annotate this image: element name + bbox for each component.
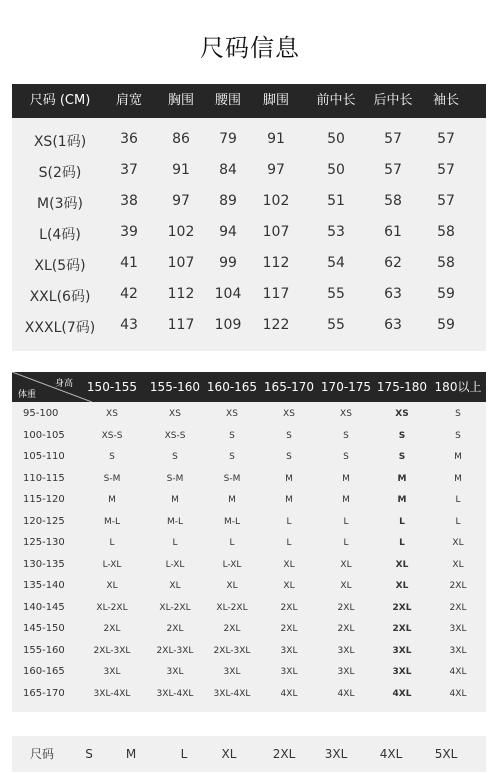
recommended-size: 3XL: [449, 645, 467, 656]
measure-value: 54: [327, 255, 345, 271]
recommended-size: S: [343, 452, 349, 462]
measure-value: 107: [262, 224, 290, 240]
recommended-size: XS: [226, 409, 238, 419]
size-label: XL(5码): [34, 258, 86, 274]
recommended-size: L: [172, 538, 178, 548]
recommended-size: 2XL: [337, 624, 355, 634]
recommended-size: L-XL: [102, 559, 122, 570]
measure-value: 102: [167, 224, 195, 240]
recommended-size: L: [343, 516, 349, 527]
height-range-header: 150-155: [86, 380, 138, 394]
measure-header-cell: 脚围: [262, 93, 289, 108]
recommended-size: S: [229, 452, 235, 462]
recommended-size: XL: [283, 581, 295, 591]
size-label: M(3码): [37, 196, 83, 212]
measure-value: 86: [172, 131, 190, 147]
recommended-size: 3XL: [280, 667, 298, 677]
weight-range-label: 140-145: [23, 601, 65, 613]
recommended-size: 2XL: [449, 581, 467, 591]
recommended-size: M: [397, 495, 407, 505]
measure-value: 41: [120, 255, 138, 271]
measure-value: 36: [120, 131, 138, 147]
recommended-size: 2XL: [166, 624, 184, 634]
recommended-size: 4XL: [392, 688, 412, 699]
recommended-size: L: [109, 538, 115, 548]
size-label: XS(1码): [33, 134, 87, 150]
recommended-size: XL: [395, 581, 409, 591]
recommended-size: 2XL-3XL: [213, 645, 251, 656]
weight-label: 体重: [18, 390, 37, 400]
recommended-size: L-XL: [165, 559, 185, 570]
recommended-size: S: [455, 430, 461, 441]
measure-value: 59: [437, 317, 455, 333]
recommended-size: XL: [283, 559, 295, 570]
recommended-size: L-XL: [222, 559, 242, 570]
recommended-size: M: [171, 495, 179, 505]
size-label: S(2码): [38, 165, 82, 181]
measure-value: 112: [167, 286, 195, 302]
measure-value: 91: [172, 162, 190, 178]
size-strip-label: 尺码: [29, 747, 54, 761]
measure-value: 57: [384, 131, 402, 147]
recommended-size: L: [229, 538, 235, 548]
measure-table-header: [12, 84, 486, 118]
recommended-size: XS: [169, 409, 181, 419]
recommended-size: S: [229, 430, 235, 441]
measure-value: 79: [219, 131, 237, 147]
recommended-size: L: [399, 538, 405, 548]
measure-value: 55: [327, 286, 345, 302]
measure-header-cell: 后中长: [373, 93, 413, 108]
recommended-size: 2XL: [103, 624, 121, 634]
recommended-size: 4XL: [337, 688, 355, 699]
weight-range-label: 100-105: [23, 429, 65, 441]
measure-value: 55: [327, 317, 345, 333]
recommended-size: M: [454, 473, 462, 484]
measure-value: 117: [262, 286, 290, 302]
recommended-size: XL-2XL: [96, 602, 128, 613]
measure-value: 63: [384, 286, 402, 302]
recommended-size: 2XL: [392, 602, 412, 613]
recommended-size: M: [342, 473, 350, 484]
recommended-size: 3XL-4XL: [213, 688, 251, 699]
measure-value: 84: [219, 162, 237, 178]
recommended-size: S: [172, 452, 178, 462]
measure-value: 109: [214, 317, 242, 333]
measure-value: 58: [384, 193, 402, 209]
size-label: XXXL(7码): [24, 320, 96, 336]
recommended-size: M-L: [103, 516, 121, 527]
weight-range-label: 95-100: [23, 408, 59, 419]
recommended-size: XL-2XL: [159, 602, 191, 613]
recommended-size: S: [398, 452, 406, 462]
measure-header-cell: 胸围: [167, 93, 194, 108]
measure-value: 91: [267, 131, 285, 147]
recommended-size: 3XL: [223, 667, 241, 677]
recommended-size: M: [285, 473, 293, 484]
weight-range-label: 130-135: [23, 558, 65, 570]
recommended-size: 4XL: [449, 688, 467, 699]
recommended-size: XS: [340, 409, 352, 419]
recommended-size: XS-S: [101, 430, 123, 441]
recommended-size: M: [397, 473, 407, 484]
recommended-size: S-M: [166, 473, 184, 484]
recommended-size: XL: [452, 559, 464, 570]
recommended-size: M: [454, 452, 462, 462]
recommended-size: XL-2XL: [216, 602, 248, 613]
measure-header-cell: 腰围: [214, 93, 241, 108]
measure-value: 99: [219, 255, 237, 271]
recommended-size: 3XL-4XL: [156, 688, 194, 699]
measure-header-cell: 尺码 (CM): [29, 93, 91, 108]
weight-range-label: 145-150: [23, 623, 65, 634]
measure-value: 104: [214, 286, 242, 302]
height-label: 身高: [55, 379, 74, 389]
recommended-size: 3XL: [337, 667, 355, 677]
measure-value: 57: [437, 131, 455, 147]
measure-value: 94: [219, 224, 237, 240]
recommended-size: 3XL: [392, 645, 412, 656]
recommended-size: M: [108, 495, 116, 505]
size-strip-item: M: [125, 747, 137, 761]
measure-value: 58: [437, 255, 455, 271]
measure-value: 39: [120, 224, 138, 240]
size-label: L(4码): [39, 227, 81, 243]
size-label: XXL(6码): [29, 289, 91, 305]
recommended-size: 2XL: [449, 602, 467, 613]
weight-range-label: 120-125: [23, 515, 65, 527]
page-title: 尺码信息: [200, 34, 300, 62]
measure-value: 112: [262, 255, 290, 271]
recommended-size: XL: [340, 581, 352, 591]
recommended-size: XS-S: [164, 430, 186, 441]
recommended-size: XS: [283, 409, 295, 419]
recommended-size: 4XL: [280, 688, 298, 699]
recommended-size: 3XL-4XL: [93, 688, 131, 699]
height-range-header: 180以上: [434, 380, 482, 394]
height-range-header: 170-175: [320, 380, 372, 394]
recommended-size: XL: [395, 559, 409, 570]
recommended-size: 2XL: [392, 624, 412, 634]
measure-header-cell: 肩宽: [115, 93, 142, 108]
weight-range-label: 155-160: [23, 644, 65, 656]
measure-value: 57: [437, 162, 455, 178]
measure-value: 58: [437, 224, 455, 240]
recommended-size: L: [286, 538, 292, 548]
height-range-header: 175-180: [376, 380, 428, 394]
recommend-table-header: [12, 372, 486, 402]
measure-table-body: [12, 118, 486, 351]
weight-range-label: 135-140: [23, 580, 65, 591]
recommended-size: 4XL: [449, 667, 467, 677]
measure-value: 97: [267, 162, 285, 178]
recommended-size: S: [455, 409, 461, 419]
recommended-size: 2XL-3XL: [156, 645, 194, 656]
measure-header-cell: 袖长: [432, 93, 459, 108]
size-strip-item: L: [180, 747, 188, 761]
recommended-size: 3XL: [166, 667, 184, 677]
recommended-size: XL: [169, 581, 181, 591]
recommended-size: XS: [106, 409, 118, 419]
recommended-size: XL: [106, 581, 118, 591]
measure-value: 102: [262, 193, 290, 209]
recommended-size: M-L: [166, 516, 184, 527]
size-strip-item: 5XL: [434, 747, 458, 761]
measure-value: 97: [172, 193, 190, 209]
measure-value: 122: [262, 317, 290, 333]
recommended-size: M-L: [223, 516, 241, 527]
measure-value: 51: [327, 193, 345, 209]
recommend-table-body: [12, 402, 486, 712]
measure-value: 117: [167, 317, 195, 333]
weight-range-label: 160-165: [23, 666, 65, 677]
recommended-size: M: [228, 495, 236, 505]
recommended-size: S: [286, 452, 292, 462]
measure-value: 50: [327, 131, 345, 147]
recommended-size: XL: [226, 581, 238, 591]
recommended-size: S: [286, 430, 292, 441]
measure-header-cell: 前中长: [316, 93, 356, 108]
recommended-size: S: [109, 452, 115, 462]
recommended-size: XS: [395, 409, 409, 419]
measure-value: 59: [437, 286, 455, 302]
height-range-header: 160-165: [206, 380, 258, 394]
measure-value: 57: [437, 193, 455, 209]
recommended-size: S-M: [103, 473, 121, 484]
recommended-size: L: [399, 516, 405, 527]
measure-value: 61: [384, 224, 402, 240]
recommended-size: 2XL-3XL: [93, 645, 131, 656]
measure-value: 38: [120, 193, 138, 209]
size-strip-item: 2XL: [272, 747, 296, 761]
recommended-size: L: [343, 538, 349, 548]
height-range-header: 165-170: [263, 380, 315, 394]
recommended-size: L: [455, 495, 461, 505]
recommended-size: XL: [340, 559, 352, 570]
recommended-size: 3XL: [449, 624, 467, 634]
recommended-size: L: [455, 516, 461, 527]
recommended-size: S: [343, 430, 349, 441]
weight-range-label: 110-115: [23, 472, 65, 484]
size-strip-item: XL: [221, 747, 237, 761]
recommended-size: 2XL: [280, 624, 298, 634]
measure-value: 37: [120, 162, 138, 178]
weight-range-label: 115-120: [23, 494, 65, 505]
recommended-size: 2XL: [223, 624, 241, 634]
weight-range-label: 165-170: [23, 687, 65, 699]
recommended-size: M: [285, 495, 293, 505]
size-strip: [12, 736, 486, 772]
size-strip-item: S: [85, 747, 93, 761]
recommended-size: 2XL: [280, 602, 298, 613]
recommended-size: L: [286, 516, 292, 527]
measure-value: 57: [384, 162, 402, 178]
recommended-size: M: [342, 495, 350, 505]
measure-value: 43: [120, 317, 138, 333]
weight-range-label: 105-110: [23, 451, 65, 462]
recommended-size: 3XL: [392, 667, 412, 677]
measure-value: 63: [384, 317, 402, 333]
recommended-size: S: [398, 430, 406, 441]
measure-value: 89: [219, 193, 237, 209]
recommended-size: XL: [452, 538, 464, 548]
recommended-size: S-M: [223, 473, 241, 484]
recommended-size: 2XL: [337, 602, 355, 613]
recommended-size: 3XL: [280, 645, 298, 656]
measure-value: 107: [167, 255, 195, 271]
weight-range-label: 125-130: [23, 537, 65, 548]
height-range-header: 155-160: [149, 380, 201, 394]
measure-value: 42: [120, 286, 138, 302]
measure-value: 53: [327, 224, 345, 240]
measure-value: 50: [327, 162, 345, 178]
size-strip-item: 3XL: [324, 747, 348, 761]
size-strip-item: 4XL: [379, 747, 403, 761]
recommended-size: 3XL: [337, 645, 355, 656]
measure-value: 62: [384, 255, 402, 271]
recommended-size: 3XL: [103, 667, 121, 677]
